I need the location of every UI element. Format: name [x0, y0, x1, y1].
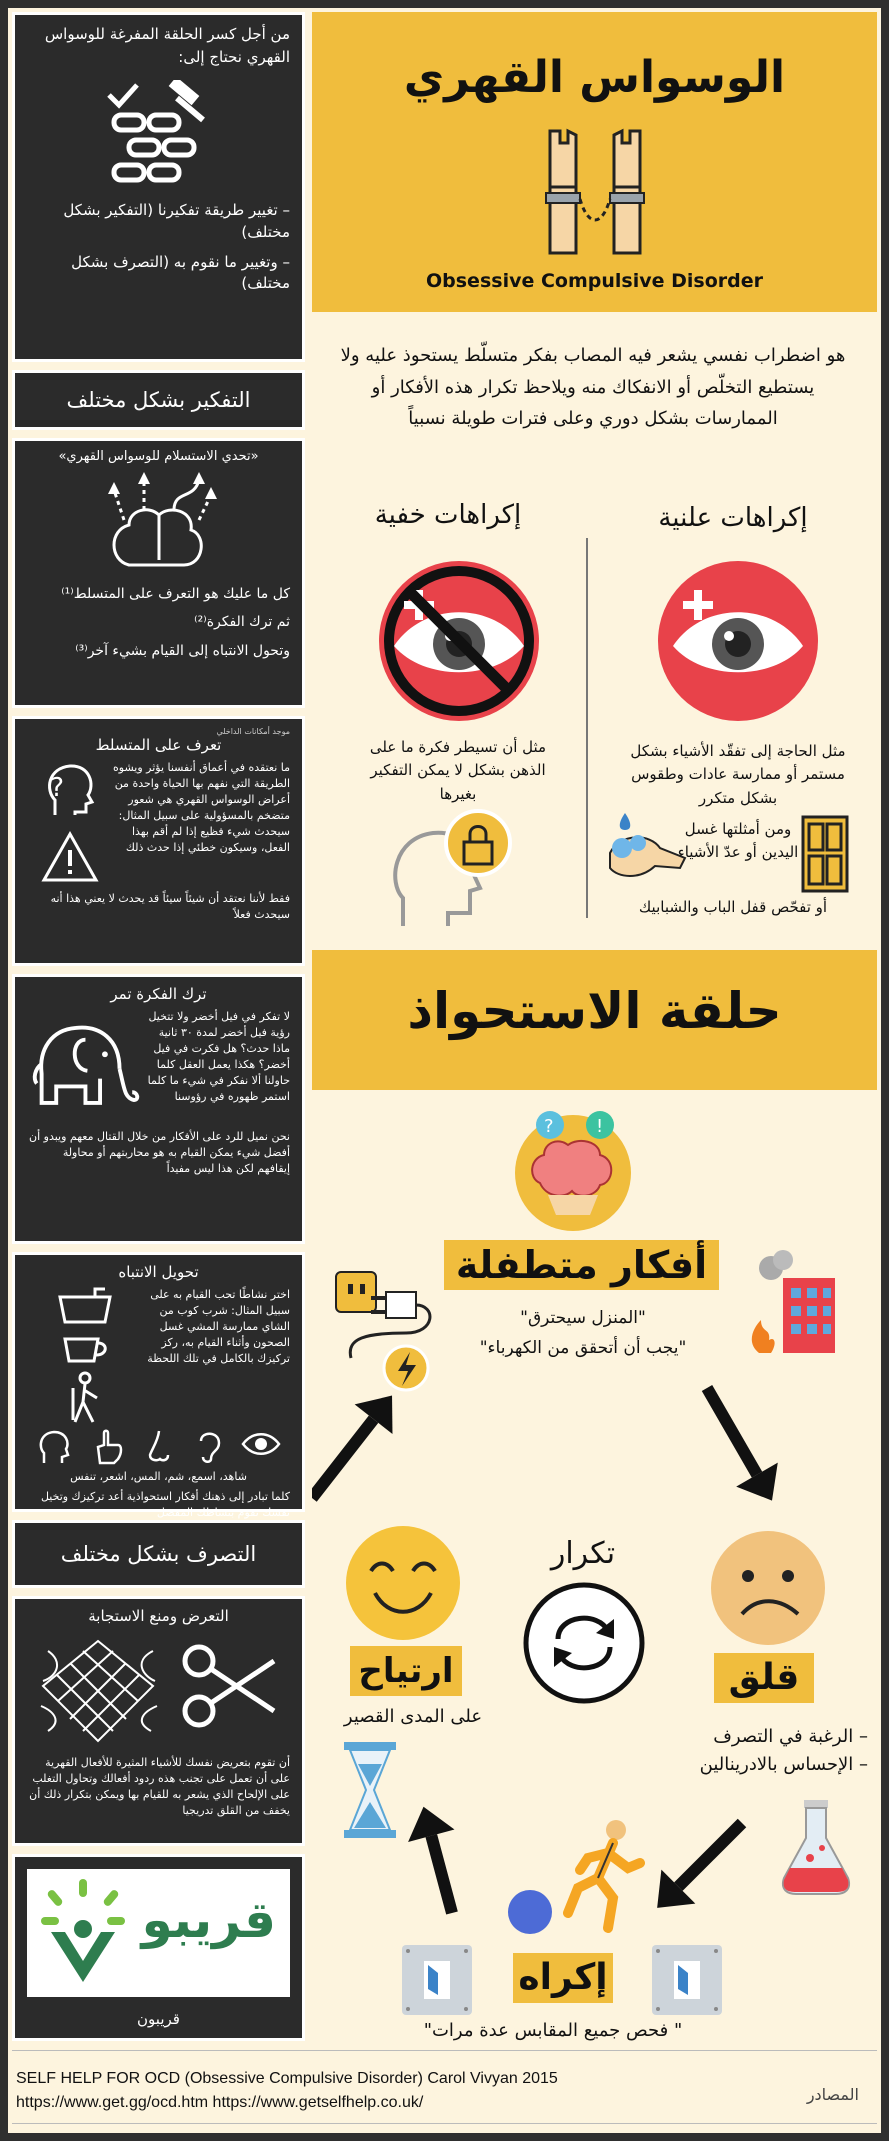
ear-icon	[193, 1429, 223, 1465]
challenge-line-1: كل ما عليك هو التعرف على المتسلط⁽¹⁾	[61, 586, 290, 602]
hero-subtitle: Obsessive Compulsive Disorder	[426, 270, 763, 292]
relief-label: ارتياح	[350, 1646, 462, 1696]
challenge-line-2: ثم ترك الفكرة⁽²⁾	[194, 614, 290, 631]
cycle-title-banner	[312, 950, 877, 1090]
sources-line-1: SELF HELP FOR OCD (Obsessive Compulsive Disorder) Carol Vivyan 2015	[16, 2070, 558, 2087]
nose-icon	[144, 1429, 174, 1465]
arrow-to-intrusive	[312, 1381, 411, 1513]
tangled-net-icon	[33, 1631, 163, 1751]
compulsion-quote: " فحص جميع المقابس عدة مرات"	[423, 2020, 683, 2041]
washing-dishes-icon	[55, 1287, 115, 1327]
logo-text: قريبو	[141, 1891, 276, 1949]
cycle-title: حلقة الاستحواذ	[407, 982, 782, 1040]
eye-plus-icon	[653, 556, 823, 726]
face-listening-icon	[36, 1429, 72, 1465]
let-go-text: لا تفكر في فيل أخضر ولا تتخيل رؤية فيل أخضر لمدة ٣٠ ثانية ماذا حدث؟ هل فكرت في فيل أخضر؟ هكذا يعمل العقل كلما حاولنا ألا نفكر في شيء ما كلما استمر ظهوره في رؤوسنا	[147, 1010, 290, 1103]
hand-touch-icon	[90, 1429, 126, 1465]
exposure-title: التعرض ومنع الاستجابة	[88, 1607, 229, 1625]
intro-title: من أجل كسر الحلقة المفرغة للوسواس القهري نحتاج إلى:	[44, 25, 290, 66]
think-differently-header: التفكير بشكل مختلف	[12, 370, 305, 430]
act-differently-header: التصرف بشكل مختلف	[12, 1520, 305, 1588]
burning-building-icon	[741, 1248, 841, 1358]
sources-line-2: https://www.get.gg/ocd.htm https://www.getselfhelp.co.uk/	[16, 2094, 424, 2111]
anxiety-label: قلق	[714, 1653, 814, 1703]
challenge-title: «تحدي الاستسلام للوسواس القهري»	[58, 449, 259, 464]
covert-compulsions-title: إكراهات خفية	[374, 500, 522, 530]
window-icon	[800, 814, 850, 894]
overt-text-1: مثل الحاجة إلى تفقّد الأشياء بشكل مستمر أو ممارسة عادات وطقوس بشكل متكرر	[630, 742, 846, 807]
intro-panel	[12, 12, 305, 362]
hand-washing-icon	[600, 808, 690, 888]
sources-bottom-divider	[12, 2123, 877, 2124]
question-head-icon	[40, 760, 100, 820]
crossed-eye-icon	[374, 556, 544, 726]
intrusive-thoughts-label: أفكار متطفلة	[444, 1240, 719, 1290]
shift-conclusion: كلما تبادر إلى ذهنك أفكار استحواذية أعد تركيزك وتخيل نفسك تقوم بنشاطك المفضل	[40, 1489, 290, 1519]
ocd-definition: هو اضطراب نفسي يشعر فيه المصاب بفكر متسلّط يستحوذ عليه ولا يستطيع التخلّص أو الانفكاك منه ويلاحظ تكرار هذه الأفكار أو الممارسات بشكل دوري وعلى فترات طويلة نسبياً	[340, 345, 846, 429]
let-go-panel	[12, 974, 305, 1244]
shift-text: اختر نشاطًا تحب القيام به على سبيل المثال: شرب كوب من الشاي ممارسة المشي غسل الصحون وأثناء القيام به، ركز تركيزك بالكامل في تلك اللحظة	[147, 1288, 290, 1365]
recognize-panel	[12, 716, 305, 966]
chemistry-flask-icon	[776, 1798, 856, 1898]
logo-caption: قريبون	[137, 2010, 180, 2028]
elephant-icon	[27, 1009, 144, 1119]
logo-panel	[12, 1854, 305, 2041]
qareebo-logo-icon	[39, 1877, 129, 1987]
brain-icon	[508, 1103, 638, 1233]
recognize-small-note: موجد أمكانات الداخلي	[216, 727, 290, 736]
light-switch-left-icon	[400, 1943, 474, 2017]
scissors-icon	[174, 1631, 284, 1741]
tea-cup-icon	[60, 1331, 110, 1366]
relief-sub: على المدى القصير	[343, 1706, 483, 1727]
running-person-icon	[508, 1818, 658, 1938]
overt-compulsions-title: إكراهات علنية	[658, 503, 808, 533]
sources-label: المصادر	[806, 2085, 859, 2104]
handcuffed-hands-icon	[530, 127, 660, 257]
exposure-panel	[12, 1596, 305, 1846]
sources-divider	[12, 2050, 877, 2051]
infographic-page	[8, 8, 881, 2133]
exposure-text: أن تقوم بتعريض نفسك للأشياء المثيرة للأفعال القهرية على أن تعمل على تجنب هذه ردود أفعالك وتحاول التغلب على الإلحاح الذي يشعر به للقيام بها ويمكن بتكرار ذلك أن يخفف من القلق تدريجيا	[29, 1756, 290, 1817]
recognize-conclusion: فقط لأننا نعتقد أن شيئاً سيئاً قد يحدث لا يعني هذا أنه سيحدث فعلاً	[50, 892, 290, 921]
recognize-title: تعرف على المتسلط	[95, 736, 222, 754]
shift-title: تحويل الانتباه	[118, 1263, 199, 1281]
challenge-panel	[12, 438, 305, 708]
eye-icon	[241, 1429, 281, 1459]
overt-text-3: أو تفحّص قفل الباب والشبابيك	[638, 898, 828, 916]
repeat-label: تكرار	[550, 1536, 616, 1571]
intrusive-quote-1: "المنزل سيحترق"	[520, 1308, 646, 1328]
intro-item-2: – وتغيير ما نقوم به (التصرف بشكل مختلف)	[71, 252, 290, 293]
svg-text:?: ?	[544, 1116, 554, 1137]
arrow-to-relief	[400, 1801, 475, 1920]
overt-text-2: ومن أمثلتها غسل اليدين أو عدّ الأشياء	[677, 820, 799, 861]
hourglass-icon	[340, 1740, 400, 1840]
svg-text:!: !	[596, 1116, 604, 1137]
hero-title: الوسواس القهري	[403, 52, 786, 103]
covert-text: مثل أن تسيطر فكرة ما على الذهن بشكل لا يمكن التفكير بغيرها	[369, 738, 547, 803]
anxiety-line-1: – الرغبة في التصرف	[713, 1726, 868, 1747]
shift-attention-panel	[12, 1252, 305, 1519]
let-go-title: ترك الفكرة تمر	[110, 985, 207, 1003]
compulsion-label: إكراه	[513, 1953, 613, 2003]
recognize-text: ما نعتقده في أعماق أنفسنا يؤثر ويشوه الطريقة التي نفهم بها الحياة واحدة من أعراض الوسواس القهري هي شعور متضخم بالمسؤولية على سبيل المثال: سيحدث شيء فظيع إذا لم أقم بهذا الفعل، وسيكون خطئي إذا حدث ذلك	[113, 761, 290, 854]
let-go-conclusion: نحن نميل للرد على الأفكار من خلال القتال معهم ويبدو أن أفضل شيء يمكن القيام به هو محاربتهم أو محاولة إيقافهم لكن هذا ليس مفيداً	[29, 1130, 290, 1175]
challenge-line-3: وتحول الانتباه إلى القيام بشيء آخر⁽³⁾	[75, 642, 290, 659]
worried-face-icon	[708, 1528, 828, 1648]
shift-senses: شاهد، اسمع، شم، المس، اشعر، تنفس	[70, 1470, 247, 1483]
warning-icon	[40, 830, 100, 885]
chain-hammer-icon	[99, 80, 219, 190]
repeat-cycle-icon	[522, 1581, 646, 1705]
hiker-icon	[65, 1370, 105, 1425]
compulsions-divider	[586, 538, 588, 918]
head-lock-icon	[388, 808, 518, 928]
intrusive-quote-2: "يجب أن أتحقق من الكهرباء"	[479, 1338, 687, 1358]
intro-item-1: – تغيير طريقة تفكيرنا (التفكير بشكل مختلف)	[63, 201, 290, 241]
anxiety-line-2: – الإحساس بالادرينالين	[699, 1754, 868, 1775]
smiling-face-icon	[343, 1523, 463, 1643]
hero-banner	[312, 12, 877, 312]
svg-text:?: ?	[50, 773, 64, 803]
brain-arrows-icon	[99, 470, 219, 580]
arrow-to-anxiety	[686, 1376, 793, 1513]
light-switch-right-icon	[650, 1943, 724, 2017]
